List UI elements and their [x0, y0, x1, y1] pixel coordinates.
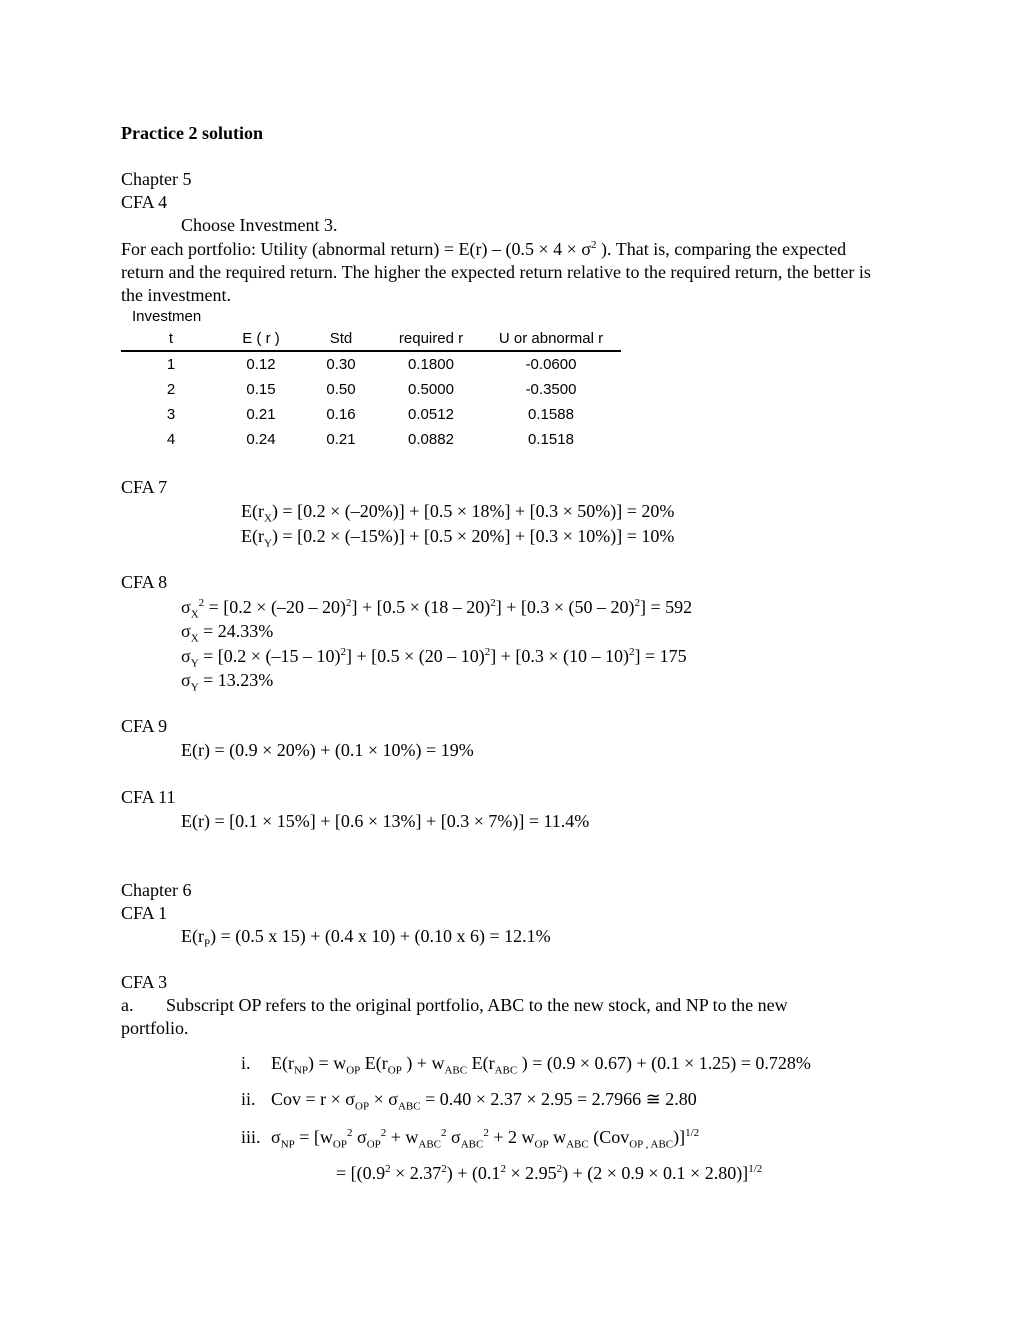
- col-header-abnormal-r: U or abnormal r: [498, 330, 604, 347]
- table-row: [121, 431, 621, 451]
- cell-std: 0.30: [326, 356, 356, 373]
- cfa7-label: CFA 7: [121, 477, 168, 497]
- cell-investment: 1: [166, 356, 176, 373]
- table-header-investment-part1: Investmen: [132, 308, 202, 325]
- cell-expected-return: 0.12: [246, 356, 276, 373]
- chapter-6-heading: Chapter 6: [121, 880, 192, 900]
- table-header-row: [121, 330, 621, 352]
- cell-required-r: 0.0512: [408, 406, 454, 423]
- cfa9-equation: E(r) = (0.9 × 20%) + (0.1 × 10%) = 19%: [181, 740, 474, 760]
- col-header-required-r: required r: [398, 330, 464, 347]
- cfa4-label: CFA 4: [121, 192, 168, 212]
- cfa7-expected-x: $E(r_X) = [0.2 \times (-20\%)] + [0.5 \times 18\%] + [0.3 \times 50\%)] = 20\%$: [241, 501, 675, 525]
- cell-investment: 3: [166, 406, 176, 423]
- cell-std: 0.21: [326, 431, 356, 448]
- ch6-cfa3-item-iii-expansion: = $[(0.9^2 \times 2.37^2) + (0.1^2 \times 2.95^2) + (2 \times 0.9 \times 0.1 \times 2.80)]^{1/2}$: [336, 1163, 763, 1183]
- cell-required-r: 0.5000: [408, 381, 454, 398]
- table-row: [121, 356, 621, 376]
- chapter-5-heading: Chapter 5: [121, 169, 192, 189]
- cell-investment: 4: [166, 431, 176, 448]
- table-row: [121, 381, 621, 401]
- ch6-cfa3-part-a-line1: a. Subscript OP refers to the original portfolio, ABC to the new stock, and NP to the new: [121, 995, 788, 1015]
- col-header-expected-return: E ( r ): [242, 330, 280, 347]
- ch6-cfa3-label: CFA 3: [121, 972, 168, 992]
- cell-abnormal-r: -0.0600: [525, 356, 577, 373]
- ch6-cfa3-item-ii: ii. Cov = $r \times \sigma_{OP} \times \sigma_{ABC} = 0.40 \times 2.37 \times 2.95 = 2.7966$ ≅ 2.80: [241, 1089, 697, 1113]
- cfa4-choice: Choose Investment 3.: [181, 215, 338, 235]
- cfa8-variance-y: $\sigma_Y = [0.2 \times (-15 - 10)^2] + [0.5 \times (20 - 10)^2] + [0.3 \times (10 - 10)^2] = 175$: [181, 646, 687, 670]
- col-header-std: Std: [329, 330, 353, 347]
- cell-required-r: 0.1800: [408, 356, 454, 373]
- ch6-cfa3-part-a-line2: portfolio.: [121, 1018, 189, 1038]
- cell-expected-return: 0.21: [246, 406, 276, 423]
- table-row: [121, 406, 621, 426]
- cell-investment: 2: [166, 381, 176, 398]
- cell-expected-return: 0.15: [246, 381, 276, 398]
- cfa9-label: CFA 9: [121, 716, 168, 736]
- ch6-cfa1-label: CFA 1: [121, 903, 168, 923]
- cfa7-expected-y: $E(r_Y) = [0.2 \times (-15\%)] + [0.5 \times 20\%] + [0.3 \times 10\%)] = 10\%$: [241, 526, 675, 550]
- cfa8-variance-x: $\sigma_X^2 = [0.2 \times (-20 - 20)^2] + [0.5 \times (18 - 20)^2] + [0.3 \times (50 - 20)^2] = 592$: [181, 597, 693, 621]
- col-header-investment: t: [168, 330, 174, 347]
- ch6-cfa3-item-i: i. $E(r_{NP}) = w_{OP}$ $E(r_{OP}$ ) + $w_{ABC}$ $E(r_{ABC}$ ) = (0.9 × 0.67) + (0.1 × 1.25) = 0.728%: [241, 1053, 811, 1077]
- cell-expected-return: 0.24: [246, 431, 276, 448]
- cfa8-label: CFA 8: [121, 572, 168, 592]
- cfa8-std-x: $\sigma_X = 24.33\%$: [181, 621, 274, 645]
- cell-abnormal-r: 0.1518: [528, 431, 574, 448]
- cfa4-explanation: For each portfolio: Utility (abnormal return) = $E(r) - (0.5 \times 4 \times \sigma^2$ ). That is, comparing the expected return and the required return. The higher the expected return relative to the required return, the better is the investment.: [121, 239, 871, 305]
- cell-std: 0.50: [326, 381, 356, 398]
- cell-abnormal-r: 0.1588: [528, 406, 574, 423]
- cfa8-std-y: $\sigma_Y = 13.23\%$: [181, 670, 274, 694]
- cell-abnormal-r: -0.3500: [525, 381, 577, 398]
- ch6-cfa3-item-iii: iii. $\sigma_{NP} = [w_{OP}^2$ $\sigma_{OP}^2 + w_{ABC}^2$ $\sigma_{ABC}^2 + 2$ $w_{OP}$ $w_{ABC}$ (Cov$_{OP , ABC}$)]$^{1/2}$: [241, 1127, 700, 1151]
- cfa11-label: CFA 11: [121, 787, 176, 807]
- cell-required-r: 0.0882: [408, 431, 454, 448]
- cell-std: 0.16: [326, 406, 356, 423]
- cfa11-equation: E(r) = [0.1 × 15%] + [0.6 × 13%] + [0.3 × 7%)] = 11.4%: [181, 811, 590, 831]
- page-title: Practice 2 solution: [121, 123, 263, 143]
- ch6-cfa1-equation: $E(r_P) = (0.5$ x 15) + (0.4 x 10) + (0.10 x 6) = 12.1%: [181, 926, 551, 950]
